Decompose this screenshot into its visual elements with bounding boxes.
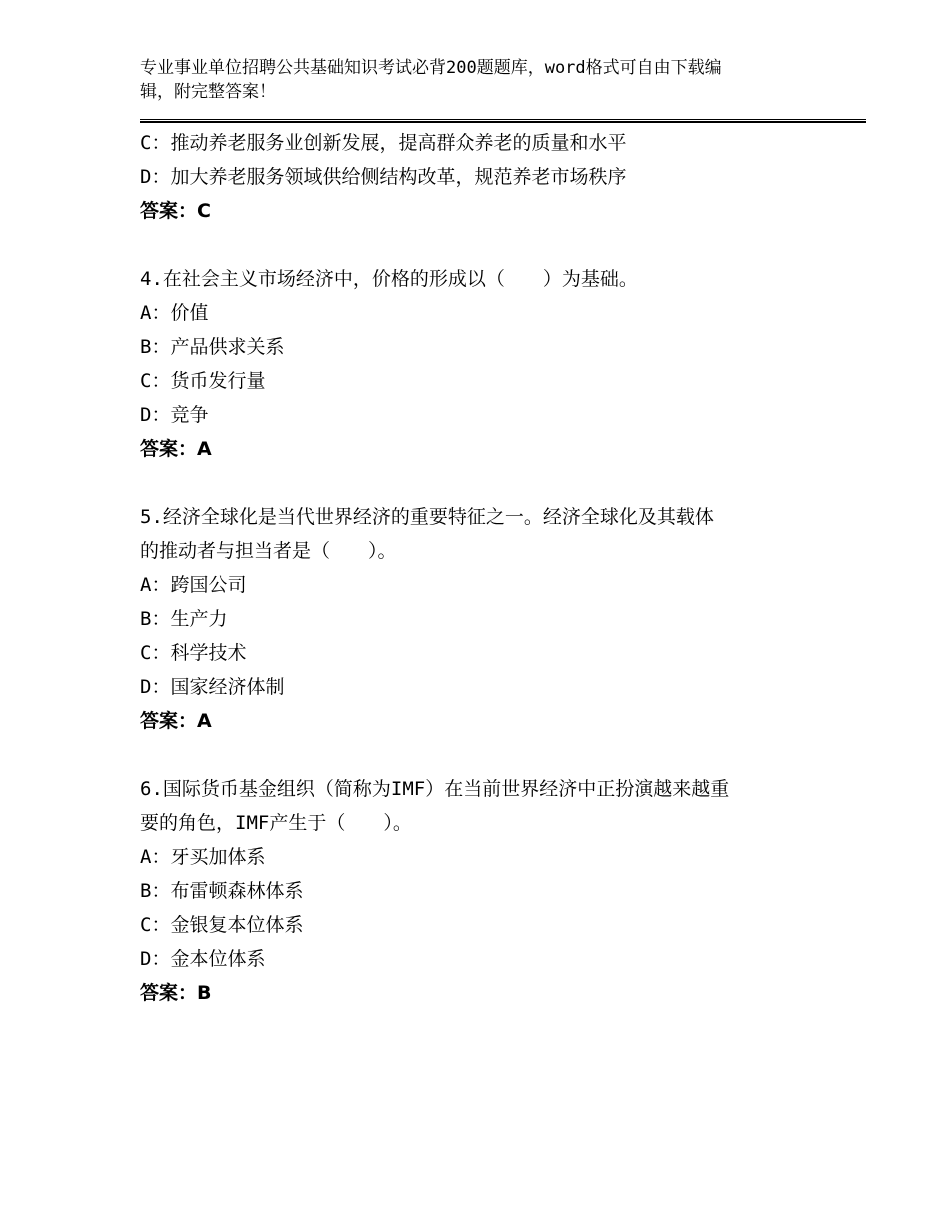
question-stem-line: 要的角色，IMF产生于（ ）。 <box>140 812 412 834</box>
option-d: D：国家经济体制 <box>140 676 285 698</box>
question-stem <box>140 772 820 840</box>
header-divider <box>140 119 866 123</box>
answer-label: 答案：A <box>140 438 212 460</box>
question-stem <box>140 500 820 568</box>
option-d: D：竞争 <box>140 404 209 426</box>
option-b: B：产品供求关系 <box>140 336 285 358</box>
question-stem-line: 5.经济全球化是当代世界经济的重要特征之一。经济全球化及其载体 <box>140 506 714 528</box>
answer-label: 答案：B <box>140 982 212 1004</box>
page-header <box>140 56 800 104</box>
answer-label: 答案：A <box>140 710 212 732</box>
document-body <box>140 126 820 1010</box>
header-text-line-1: 专业事业单位招聘公共基础知识考试必背200题题库，word格式可自由下载编 <box>140 58 722 78</box>
question-stem-line: 的推动者与担当者是（ ）。 <box>140 540 397 562</box>
answer-label: 答案：C <box>140 200 211 222</box>
question-stem-line: 4.在社会主义市场经济中，价格的形成以（ ）为基础。 <box>140 268 638 290</box>
question-block-5 <box>140 500 820 738</box>
option-d: D：金本位体系 <box>140 948 266 970</box>
question-block-3-continued <box>140 126 820 228</box>
option-a: A：牙买加体系 <box>140 846 266 868</box>
option-b: B：生产力 <box>140 608 228 630</box>
question-stem <box>140 262 820 296</box>
header-text-line-2: 辑，附完整答案！ <box>140 82 276 102</box>
option-c: C：推动养老服务业创新发展，提高群众养老的质量和水平 <box>140 132 627 154</box>
option-c: C：金银复本位体系 <box>140 914 304 936</box>
option-c: C：科学技术 <box>140 642 247 664</box>
option-a: A：价值 <box>140 302 209 324</box>
option-b: B：布雷顿森林体系 <box>140 880 304 902</box>
question-stem-line: 6.国际货币基金组织（简称为IMF）在当前世界经济中正扮演越来越重 <box>140 778 730 800</box>
option-d: D：加大养老服务领域供给侧结构改革，规范养老市场秩序 <box>140 166 627 188</box>
option-c: C：货币发行量 <box>140 370 266 392</box>
question-block-4 <box>140 262 820 466</box>
option-a: A：跨国公司 <box>140 574 247 596</box>
question-block-6 <box>140 772 820 1010</box>
